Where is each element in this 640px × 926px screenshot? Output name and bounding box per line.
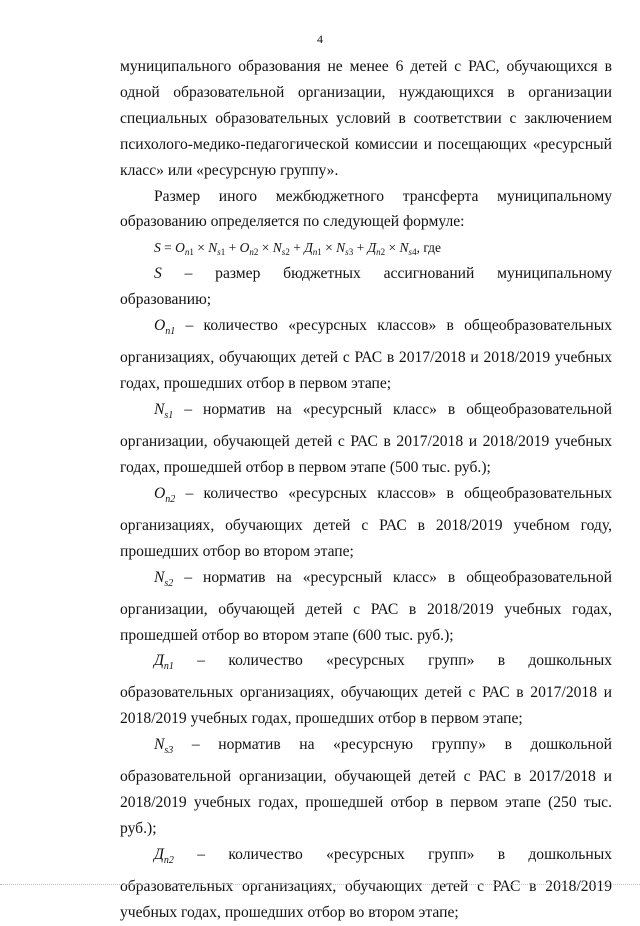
scan-edge-line <box>0 884 640 885</box>
size-paragraph: Размер иного межбюджетного трансферта муниципальному образованию определяется по следующей формуле: <box>120 187 612 231</box>
on2-definition <box>120 481 612 565</box>
intro-paragraph: муниципального образования не менее 6 детей с РАС, обучающихся в одной образовательной организации, нуждающихся в организации специальных образовательных условий в соответствии с заключением психолого-медико-педагогической комиссии и посещающих «ресурсный класс» или «ресурсную группу». <box>120 58 612 179</box>
ns3-definition <box>120 732 612 842</box>
s-definition-text: – размер бюджетных ассигнований муниципальному образованию; <box>120 265 612 309</box>
ns2-definition-text: – норматив на «ресурсный класс» в общеобразовательной организации, обучающей детей с РАС в 2018/2019 учебных годах, прошедшей отбор во втором этапе (600 тыс. руб.); <box>120 568 612 644</box>
dn2-symbol: $Д_{n2}$ <box>154 846 174 867</box>
dn1-definition-text: – количество «ресурсных групп» в дошкольных образовательных организациях, обучающих детей с РАС в 2017/2018 и 2018/2019 учебных годах, прошедших отбор в первом этапе; <box>120 652 612 728</box>
dn2-definition-text: – количество «ресурсных групп» в дошкольных образовательных организациях, обучающих детей с РАС в 2018/2019 учебных годах, прошедших отбор во втором этапе; <box>120 846 612 921</box>
on2-symbol: $О_{n2}$ <box>154 484 176 505</box>
ns1-symbol: $N_{s1}$ <box>154 400 174 422</box>
ns1-definition-text: – норматив на «ресурсный класс» в общеобразовательной организации, обучающей детей с РАС в 2017/2018 и 2018/2019 учебных годах, прошедшей отбор в первом этапе (500 тыс. руб.); <box>120 400 612 476</box>
ns2-symbol: $N_{s2}$ <box>154 568 174 589</box>
dn1-definition <box>120 648 612 732</box>
on1-definition <box>120 313 612 397</box>
ns3-symbol: $N_{s3}$ <box>154 736 174 757</box>
on1-symbol: $О_{n1}$ <box>154 317 176 338</box>
dn1-symbol: $Д_{n1}$ <box>154 652 174 673</box>
ns1-definition <box>120 397 612 481</box>
ns2-definition <box>120 565 612 649</box>
s-definition <box>120 261 612 313</box>
page-number: 4 <box>317 32 323 46</box>
ns3-definition-text: – норматив на «ресурсную группу» в дошкольной образовательной организации, обучающей детей с РАС в 2017/2018 и 2018/2019 учебных годах, прошедшей отбор в первом этапе (250 тыс. руб.); <box>120 736 612 838</box>
on2-definition-text: – количество «ресурсных классов» в общеобразовательных организациях, обучающих детей с РАС в 2018/2019 учебном году, прошедших отбор во втором этапе; <box>120 484 612 560</box>
formula: $S = О_{n1} \times N_{s1} + О_{n2} \times N_{s2} + Д_{n1} \times N_{s3} + Д_{n2} \times N_{s4}$, где <box>154 240 442 258</box>
on1-definition-text: – количество «ресурсных классов» в общеобразовательных организациях, обучающих детей с РАС в 2017/2018 и 2018/2019 учебных годах, прошедших отбор в первом этапе; <box>120 317 612 393</box>
document-body <box>120 54 612 926</box>
formula-where: , где <box>416 240 442 256</box>
s-symbol: S <box>154 265 162 283</box>
